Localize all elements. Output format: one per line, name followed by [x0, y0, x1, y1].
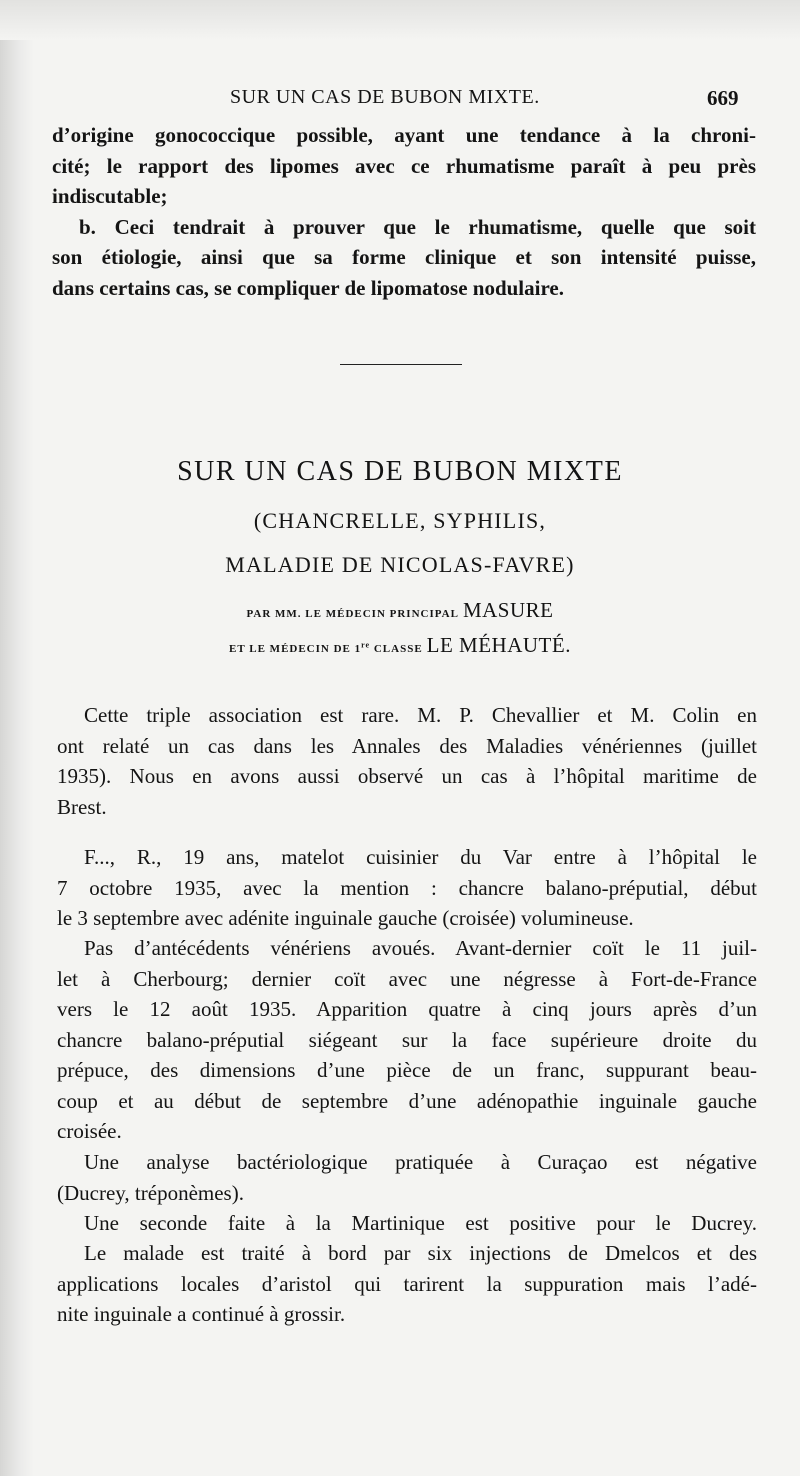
text-line: son étiologie, ainsi que sa forme clinique et son intensité puisse, [52, 245, 756, 269]
text-line: F..., R., 19 ans, matelot cuisinier du Var entre à l’hôpital le [84, 845, 757, 869]
article-subtitle-line2: MALADIE DE NICOLAS-FAVRE) [225, 552, 575, 577]
text-line: ont relaté un cas dans les Annales des Maladies vénériennes (juillet [57, 733, 757, 758]
page-scan-top [0, 0, 800, 40]
byline-prefix: PAR MM. LE MÉDECIN PRINCIPAL [246, 608, 459, 620]
text-line: Brest. [57, 794, 107, 819]
byline-1 [0, 598, 800, 623]
text-line: chancre balano-préputial siégeant sur la face supérieure droite du [57, 1027, 757, 1052]
body-paragraph-3 [57, 933, 757, 1147]
text-line: 7 octobre 1935, avec la mention : chancre balano-préputial, début [57, 875, 757, 900]
text-line: let à Cherbourg; dernier coït avec une négresse à Fort-de-France [57, 966, 757, 991]
page-number: 669 [707, 86, 739, 110]
byline-2 [0, 633, 800, 658]
text-line: Une analyse bactériologique pratiquée à Curaçao est négative [84, 1150, 757, 1174]
text-line: indiscutable; [52, 184, 168, 208]
body-paragraph-5 [57, 1208, 757, 1239]
text-line: prépuce, des dimensions d’une pièce de un franc, suppurant beau- [57, 1058, 757, 1082]
body-paragraph-1 [57, 700, 757, 822]
text-line: dans certains cas, se compliquer de lipomatose nodulaire. [52, 275, 564, 300]
text-line: cité; le rapport des lipomes avec ce rhumatisme paraît à peu près [52, 153, 756, 178]
article-title: SUR UN CAS DE BUBON MIXTE [177, 456, 623, 487]
text-line: Cette triple association est rare. M. P. Chevallier et M. Colin en [84, 703, 757, 727]
intro-paragraph [52, 120, 756, 303]
text-line: le 3 septembre avec adénite inguinale gauche (croisée) volumineuse. [57, 906, 634, 930]
text-line: b. Ceci tendrait à prouver que le rhumatisme, quelle que soit [79, 214, 756, 239]
byline-prefix [229, 640, 423, 655]
running-header: SUR UN CAS DE BUBON MIXTE. [230, 86, 540, 108]
body-paragraph-6 [57, 1238, 757, 1330]
text-line: Le malade est traité à bord par six injections de Dmelcos et des [84, 1241, 757, 1265]
text-line: vers le 12 août 1935. Apparition quatre à cinq jours après d’un [57, 997, 757, 1021]
text-line: Pas d’antécédents vénériens avoués. Avant-dernier coït le 11 juil- [84, 936, 757, 960]
byline-prefix-text: ET LE MÉDECIN DE 1 [229, 643, 362, 655]
text-line: nite inguinale a continué à grossir. [57, 1302, 346, 1326]
body-paragraph-4 [57, 1147, 757, 1208]
ordinal-sup: re [361, 640, 371, 650]
text-line: 1935). Nous en avons aussi observé un cas à l’hôpital maritime de [57, 764, 757, 788]
article-subtitle-line1: (CHANCRELLE, SYPHILIS, [253, 508, 547, 533]
text-line: Une seconde faite à la Martinique est positive pour le Ducrey. [84, 1211, 757, 1235]
text-line: d’origine gonococcique possible, ayant une tendance à la chroni- [52, 123, 756, 147]
body-paragraph-2 [57, 842, 757, 934]
text-line: applications locales d’aristol qui tarirent la suppuration mais l’adé- [57, 1271, 757, 1296]
text-line: coup et au début de septembre d’une adénopathie inguinale gauche [57, 1088, 757, 1113]
author-name: MASURE [462, 598, 554, 622]
text-line: (Ducrey, tréponèmes). [57, 1180, 244, 1205]
section-divider [340, 364, 462, 365]
author-name: LE MÉHAUTÉ. [426, 633, 571, 657]
text-line: croisée. [57, 1119, 122, 1143]
byline-class: CLASSE [373, 643, 423, 655]
page-scan-edge [0, 0, 34, 1476]
